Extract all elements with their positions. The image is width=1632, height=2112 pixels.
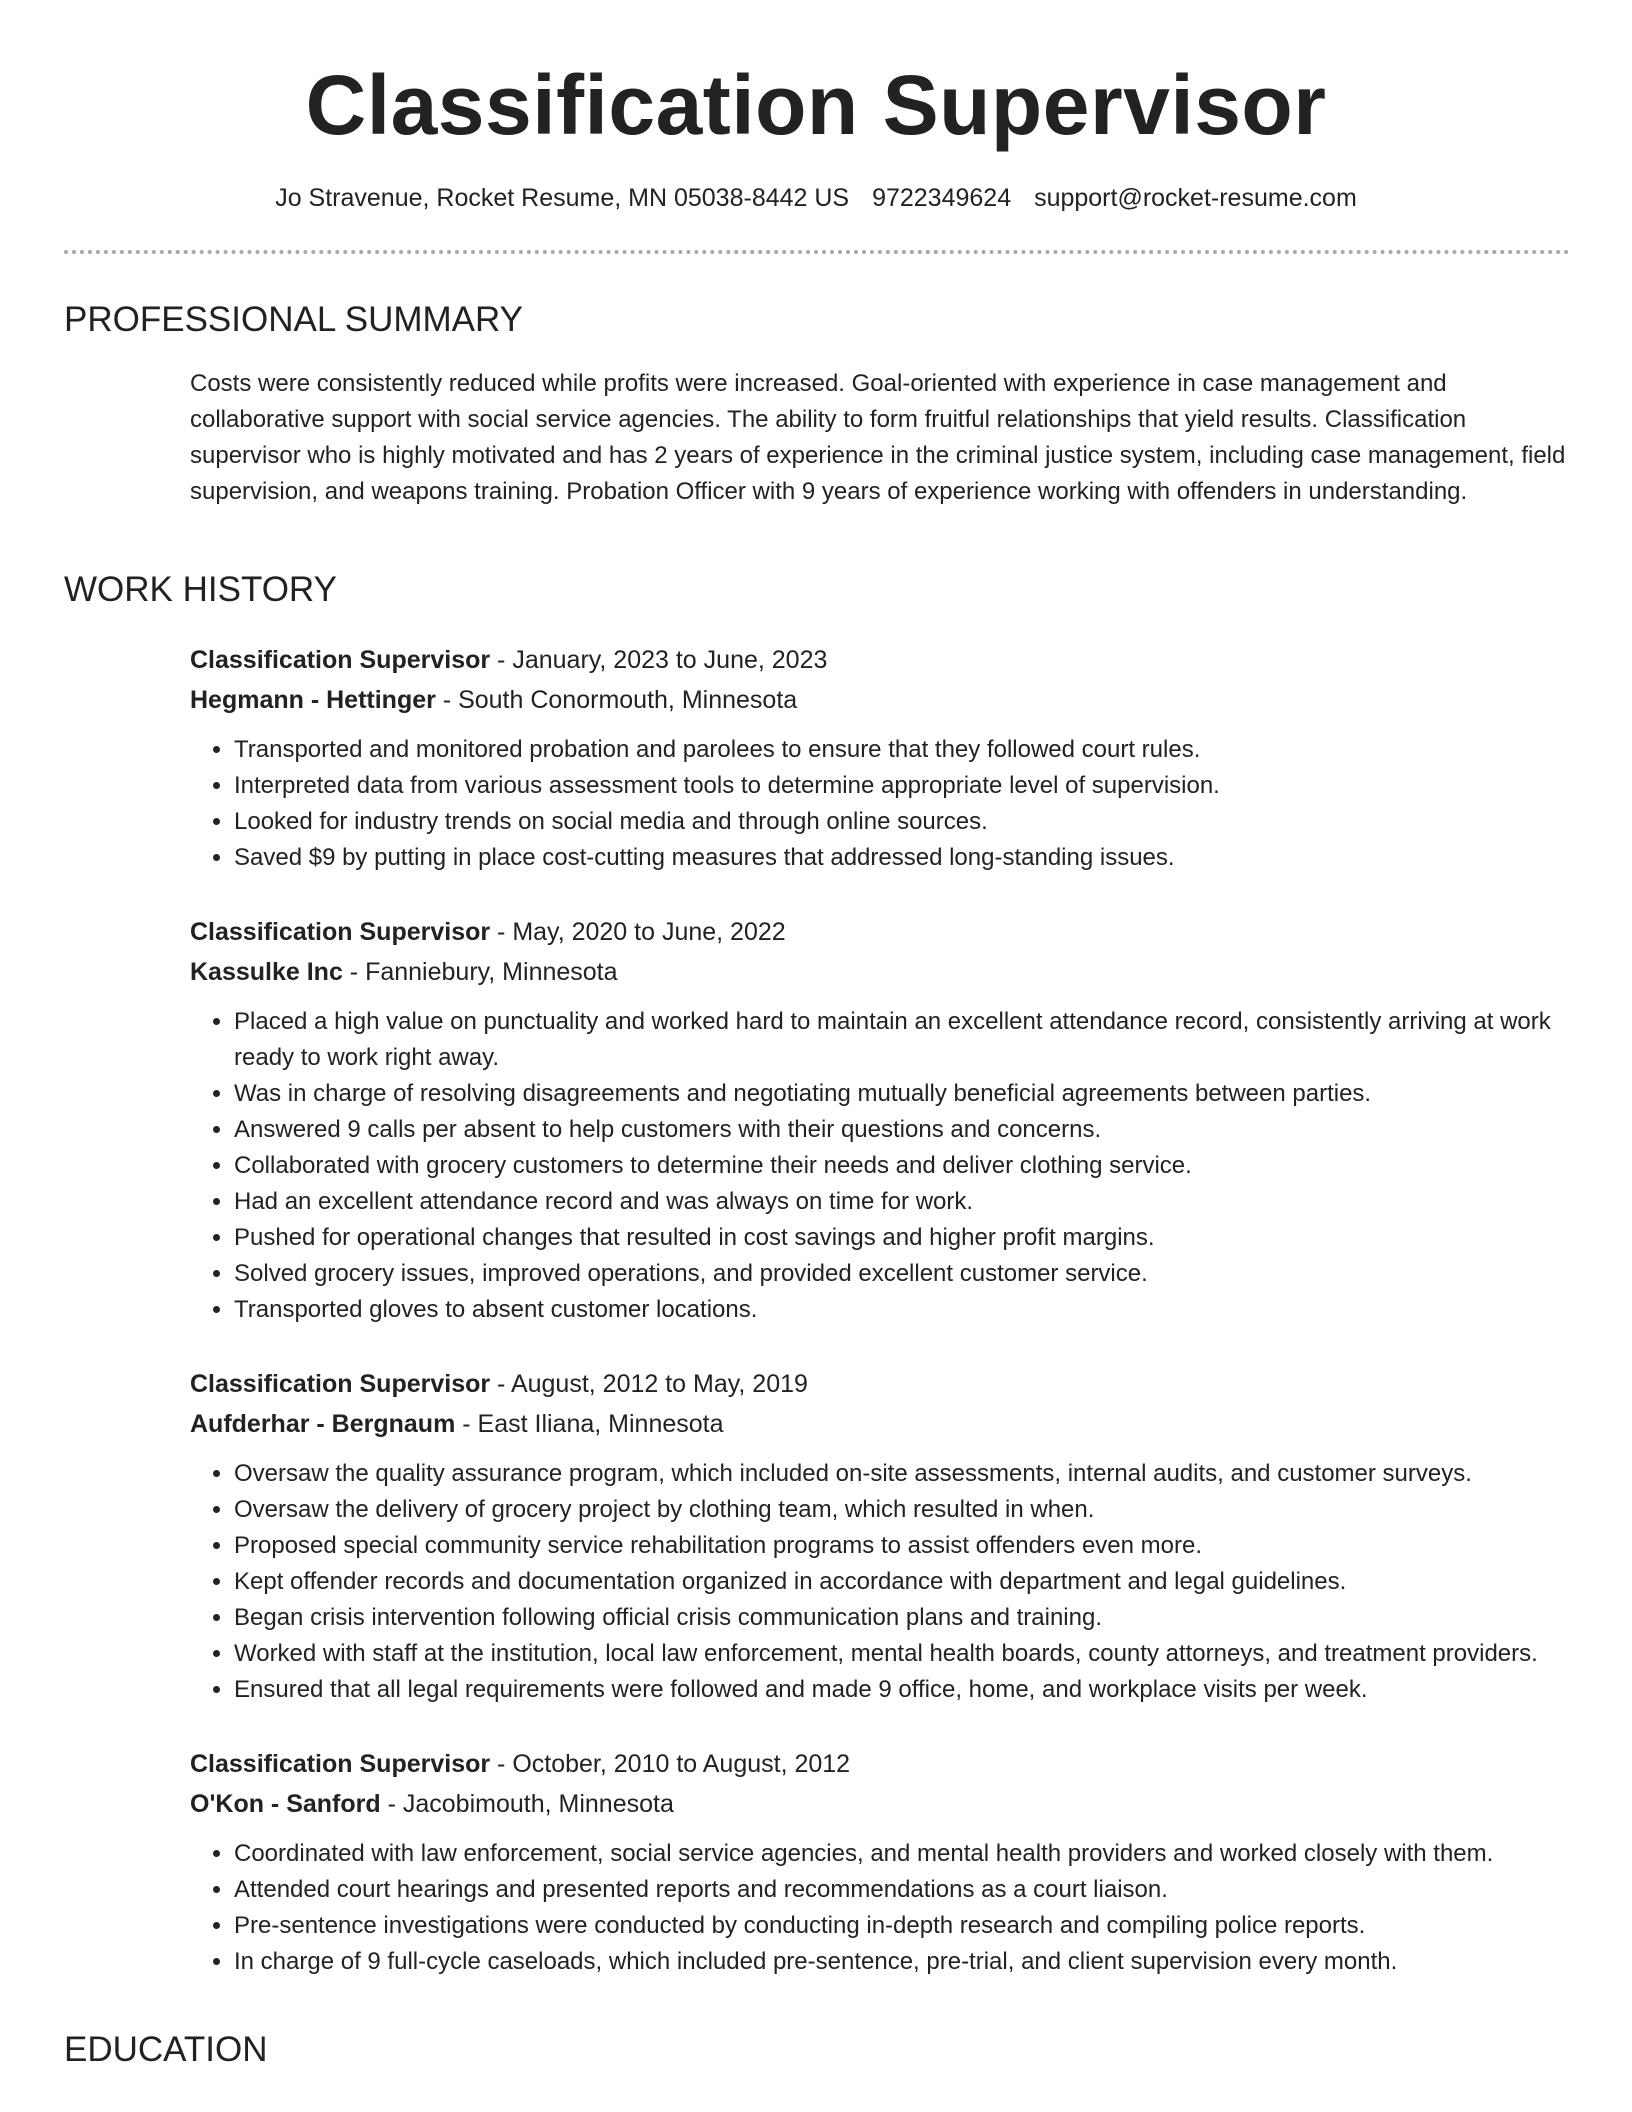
job-bullet: • Attended court hearings and presented reports and recommendations as a court liaison.: [234, 1872, 1570, 1908]
job-entry: [190, 1744, 1570, 1980]
job-company: O'Kon - Sanford: [190, 1790, 381, 1818]
job-dates: - August, 2012 to May, 2019: [490, 1370, 808, 1398]
job-bullet: • Ensured that all legal requirements were followed and made 9 office, home, and workplace visits per week.: [234, 1672, 1570, 1708]
job-title: Classification Supervisor: [190, 646, 491, 674]
job-company-line: [190, 1404, 1570, 1444]
job-title-line: [190, 1364, 1570, 1404]
job-bullet: • Pushed for operational changes that resulted in cost savings and higher profit margins.: [234, 1220, 1570, 1256]
job-bullet: • Worked with staff at the institution, local law enforcement, mental health boards, county attorneys, and treatment providers.: [234, 1636, 1570, 1672]
job-bullet: • Transported gloves to absent customer locations.: [234, 1292, 1570, 1328]
header-divider: [64, 250, 1570, 254]
job-bullet: • Proposed special community service rehabilitation programs to assist offenders even more.: [234, 1528, 1570, 1564]
job-title: Classification Supervisor: [190, 1750, 491, 1778]
job-title: Classification Supervisor: [190, 1370, 491, 1398]
contact-line: [0, 180, 1632, 216]
job-company-line: [190, 952, 1570, 992]
job-company-line: [190, 680, 1570, 720]
job-company: Kassulke Inc: [190, 958, 343, 986]
job-location: - South Conormouth, Minnesota: [435, 686, 798, 714]
job-dates: - May, 2020 to June, 2022: [490, 918, 786, 946]
job-bullet: • Saved $9 by putting in place cost-cutting measures that addressed long-standing issues.: [234, 840, 1570, 876]
job-title-line: [190, 1744, 1570, 1784]
contact-address: Jo Stravenue, Rocket Resume, MN 05038-8442 US: [275, 184, 850, 212]
job-entry: [190, 912, 1570, 1328]
job-title: Classification Supervisor: [190, 918, 491, 946]
job-bullets: [190, 732, 1570, 876]
job-company: Hegmann - Hettinger: [190, 686, 436, 714]
job-bullet: • Interpreted data from various assessment tools to determine appropriate level of supervision.: [234, 768, 1570, 804]
job-bullet: • Coordinated with law enforcement, social service agencies, and mental health providers and worked closely with them.: [234, 1836, 1570, 1872]
contact-email: support@rocket-resume.com: [1034, 184, 1357, 212]
resume-title: Classification Supervisor: [305, 58, 1327, 152]
job-dates: - October, 2010 to August, 2012: [490, 1750, 851, 1778]
job-location: - East Iliana, Minnesota: [455, 1410, 724, 1438]
job-bullet: • Began crisis intervention following official crisis communication plans and training.: [234, 1600, 1570, 1636]
job-bullet: • Solved grocery issues, improved operations, and provided excellent customer service.: [234, 1256, 1570, 1292]
job-bullet: • Oversaw the quality assurance program, which included on-site assessments, internal audits, and customer surveys.: [234, 1456, 1570, 1492]
job-company: Aufderhar - Bergnaum: [190, 1410, 456, 1438]
job-bullet: • Transported and monitored probation and parolees to ensure that they followed court rules.: [234, 732, 1570, 768]
job-title-line: [190, 912, 1570, 952]
contact-phone: 9722349624: [872, 184, 1012, 212]
job-bullet: • Answered 9 calls per absent to help customers with their questions and concerns.: [234, 1112, 1570, 1148]
job-bullets: [190, 1836, 1570, 1980]
job-bullets: [190, 1004, 1570, 1328]
job-bullet: • Oversaw the delivery of grocery project by clothing team, which resulted in when.: [234, 1492, 1570, 1528]
job-location: - Jacobimouth, Minnesota: [380, 1790, 674, 1818]
work-history-heading: WORK HISTORY: [64, 570, 337, 609]
job-bullet: • Collaborated with grocery customers to determine their needs and deliver clothing service.: [234, 1148, 1570, 1184]
education-heading: EDUCATION: [64, 2030, 268, 2069]
job-location: - Fanniebury, Minnesota: [342, 958, 618, 986]
job-bullet: • In charge of 9 full-cycle caseloads, which included pre-sentence, pre-trial, and client supervision every month.: [234, 1944, 1570, 1980]
summary-text: Costs were consistently reduced while profits were increased. Goal-oriented with experience in case management and collaborative support with social service agencies. The ability to form fruitful relationships that yield results. Classification supervisor who is highly motivated and has 2 years of experience in the criminal justice system, including case management, field supervision, and weapons training. Probation Officer with 9 years of experience working with offenders in understanding.: [190, 370, 1566, 505]
job-title-line: [190, 640, 1570, 680]
work-history-list: [190, 640, 1570, 2016]
job-bullet: • Kept offender records and documentation organized in accordance with department and legal guidelines.: [234, 1564, 1570, 1600]
summary-heading: PROFESSIONAL SUMMARY: [64, 300, 523, 339]
job-bullet: • Placed a high value on punctuality and worked hard to maintain an excellent attendance record, consistently arriving at work ready to work right away.: [234, 1004, 1570, 1076]
job-dates: - January, 2023 to June, 2023: [490, 646, 828, 674]
job-bullet: • Was in charge of resolving disagreements and negotiating mutually beneficial agreements between parties.: [234, 1076, 1570, 1112]
job-bullet: • Pre-sentence investigations were conducted by conducting in-depth research and compiling police reports.: [234, 1908, 1570, 1944]
job-entry: [190, 1364, 1570, 1708]
job-company-line: [190, 1784, 1570, 1824]
job-bullet: • Had an excellent attendance record and was always on time for work.: [234, 1184, 1570, 1220]
job-bullet: • Looked for industry trends on social media and through online sources.: [234, 804, 1570, 840]
job-entry: [190, 640, 1570, 876]
job-bullets: [190, 1456, 1570, 1708]
